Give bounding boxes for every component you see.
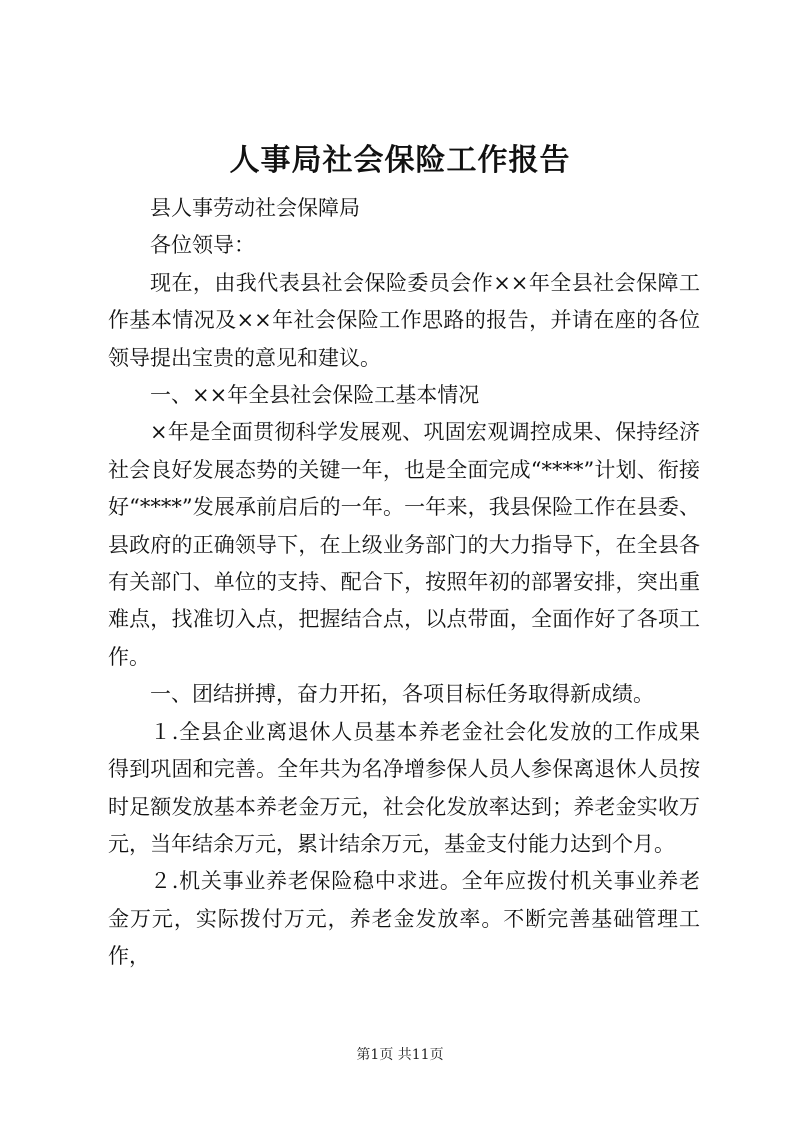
- item-1-paragraph: １.全县企业离退休人员基本养老金社会化发放的工作成果得到巩固和完善。全年共为名净增参保人员人参保离退休人员按时足额发放基本养老金万元，社会化发放率达到；养老金实收万元，当年结余万元，累计结余万元，基金支付能力达到个月。: [108, 719, 700, 856]
- document-body: [108, 190, 700, 976]
- document-title: 人事局社会保险工作报告: [229, 143, 571, 178]
- recipient-line: 县人事劳动社会保障局: [150, 196, 360, 220]
- section-heading: 一、××年全县社会保险工基本情况: [150, 383, 480, 408]
- item-2-paragraph: ２.机关事业养老保险稳中求进。全年应拨付机关事业养老金万元，实际拨付万元，养老金发放率。不断完善基础管理工作，: [108, 869, 700, 969]
- subsection-heading: 一、团结拼搏，奋力开拓，各项目标任务取得新成绩。: [150, 682, 654, 707]
- overview-paragraph: ×年是全面贯彻科学发展观、巩固宏观调控成果、保持经济社会良好发展态势的关键一年，也是全面完成“****”计划、衔接好“****”发展承前启后的一年。一年来，我县保险工作在县委、县政府的正确领导下，在上级业务部门的大力指导下，在全县各有关部门、单位的支持、配合下，按照年初的部署安排，突出重难点，找准切入点，把握结合点，以点带面，全面作好了各项工作。: [108, 420, 700, 669]
- salutation: 各位领导：: [150, 233, 255, 258]
- intro-paragraph: 现在，由我代表县社会保险委员会作××年全县社会保障工作基本情况及××年社会保险工作思路的报告，并请在座的各位领导提出宝贵的意见和建议。: [108, 270, 700, 370]
- page-number: 第1页 共11页: [356, 1047, 444, 1063]
